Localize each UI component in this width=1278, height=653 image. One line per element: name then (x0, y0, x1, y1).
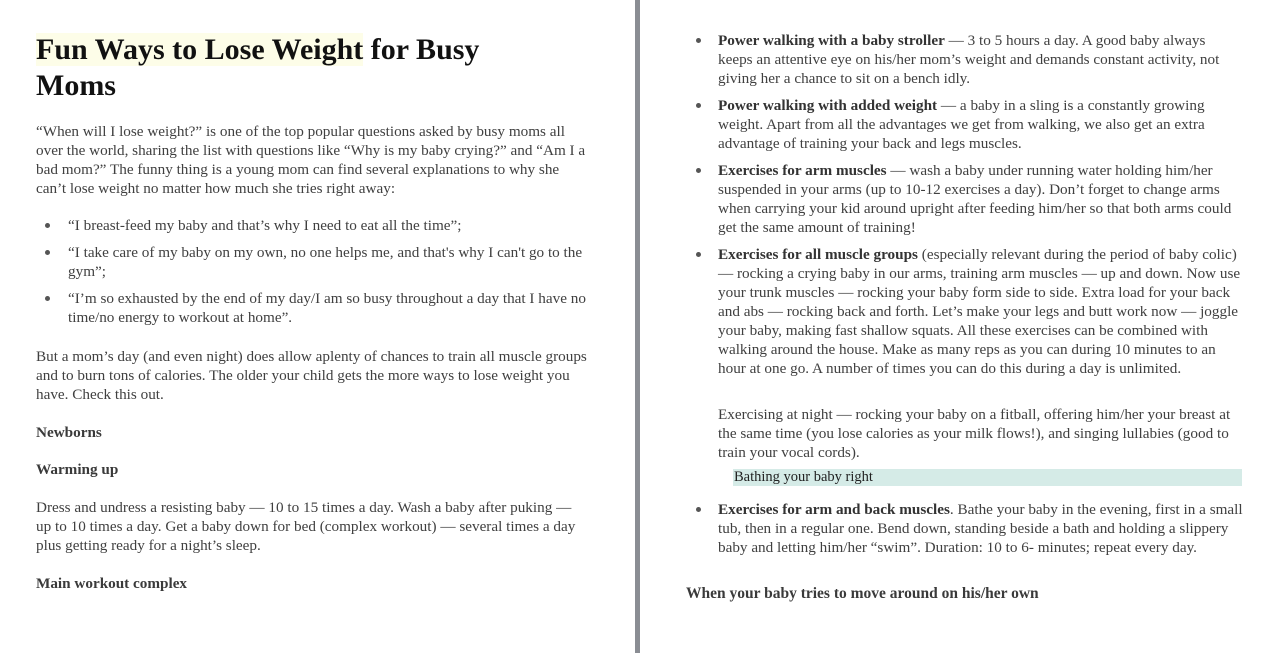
item-text: — a baby in a sling is a constantly growing weight. Apart from all the advantages we get from walking, we also get an extra advantage of training your back and legs muscles. (718, 97, 1205, 152)
list-item-text: “I take care of my baby on my own, no one helps me, and that's why I can't go to the gym”; (68, 244, 583, 280)
heading-main-workout: Main workout complex (36, 575, 188, 592)
left-page (0, 0, 636, 653)
bullet-icon (696, 38, 701, 43)
list-item (718, 500, 1243, 557)
page-title (36, 32, 556, 104)
list-item-text: “I’m so exhausted by the end of my day/I am so busy throughout a day that I have no time/no energy to workout at home”. (68, 290, 586, 326)
list-item (718, 245, 1243, 378)
callout-bathing: Bathing your baby right (733, 469, 1242, 486)
chances-paragraph: But a mom’s day (and even night) does allow aplenty of chances to train all muscle groups and to burn tons of calories. The older your child gets the more ways to lose weight you have. Check this out. (36, 348, 587, 403)
list-item (718, 161, 1243, 237)
list-item (718, 96, 1243, 153)
item-bold: Power walking with added weight (718, 97, 938, 114)
bullet-icon (45, 296, 50, 301)
bullet-icon (45, 223, 50, 228)
list-item (68, 216, 596, 235)
warming-paragraph: Dress and undress a resisting baby — 10 to 15 times a day. Wash a baby after puking — up to 10 times a day. Get a baby down for bed (complex workout) — several times a day plus getting ready for a night’s sleep. (36, 499, 576, 554)
bullet-icon (696, 252, 701, 257)
item-text: — wash a baby under running water holding him/her suspended in your arms (up to 10-12 exercises a day). Don’t forget to change arms when carrying your kid around upright after feeding him/her so that both arms could get the same amount of training! (718, 162, 1232, 236)
title-rest: for Busy Moms (36, 33, 480, 102)
heading-newborns: Newborns (36, 424, 102, 441)
title-highlight: Fun Ways to Lose Weight (36, 33, 364, 66)
list-item (68, 289, 596, 327)
night-paragraph: Exercising at night — rocking your baby on a fitball, offering him/her your breast at the same time (you lose calories as your milk flows!), and singing lullabies (good to train your vocal cords). (718, 406, 1231, 461)
bullet-icon (696, 168, 701, 173)
list-item (718, 31, 1243, 88)
heading-move-around: When your baby tries to move around on his/her own (686, 585, 1039, 602)
list-item-text: “I breast-feed my baby and that’s why I need to eat all the time”; (68, 217, 462, 234)
bullet-icon (696, 103, 701, 108)
item-text: — 3 to 5 hours a day. A good baby always keeps an attentive eye on his/her mom’s weight and demands constant activity, not giving her a chance to sit on a bench idly. (718, 32, 1220, 87)
item-bold: Exercises for all muscle groups (718, 246, 918, 263)
reasons-list (68, 216, 596, 335)
item-text: (especially relevant during the period of baby colic) — rocking a crying baby in our arms, training arm muscles — up and down. Now use your trunk muscles — rocking your baby form side to side. Extra load for your back and abs — rocking back and forth. Let’s make your legs and butt work now — joggle your baby, making fast shallow squats. All these exercises can be combined with walking around the house. Make as many reps as you can during 10 minutes to an hour at one go. A number of times you can do this during a day is unlimited. (718, 246, 1241, 377)
right-page (641, 0, 1278, 653)
heading-warming-up: Warming up (36, 461, 119, 478)
bullet-icon (696, 507, 701, 512)
intro-paragraph: “When will I lose weight?” is one of the top popular questions asked by busy moms all over the world, sharing the list with questions like “Why is my baby crying?” and “Am I a bad mom?” The funny thing is a young mom can find several explanations to why she can’t lose weight no matter how much she tries right away: (36, 123, 586, 197)
exercise-list (718, 31, 1243, 378)
item-bold: Exercises for arm muscles (718, 162, 887, 179)
page-divider (635, 0, 640, 653)
item-text: . Bathe your baby in the evening, first in a small tub, then in a regular one. Bend down, standing beside a bath and holding a slippery baby and letting him/her “swim”. Duration: 10 to 6- minutes; repeat every day. (718, 501, 1243, 556)
item-bold: Exercises for arm and back muscles (718, 501, 950, 518)
list-item (68, 243, 596, 281)
bullet-icon (45, 250, 50, 255)
item-bold: Power walking with a baby stroller (718, 32, 945, 49)
bath-list (718, 500, 1243, 557)
